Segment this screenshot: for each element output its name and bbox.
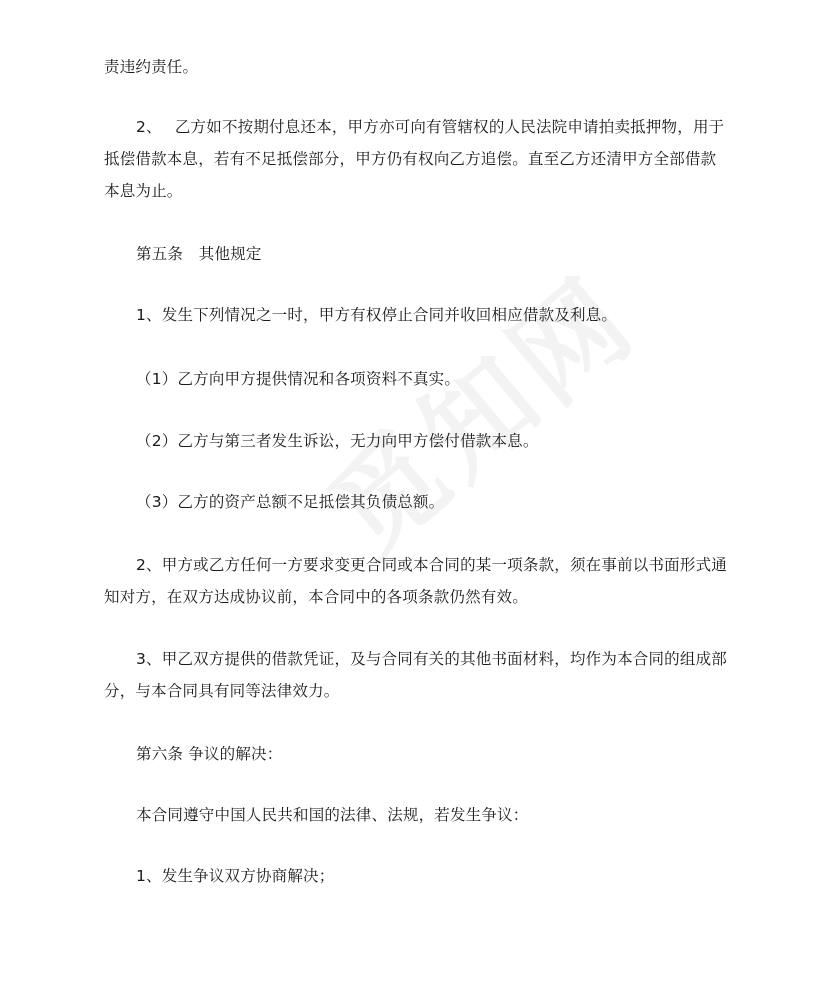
article-6-heading: 第六条 争议的解决： xyxy=(136,745,283,763)
watermark xyxy=(291,235,664,584)
text-line-art6-intro: 本合同遵守中国人民共和国的法律、法规，若发生争议： xyxy=(136,806,529,824)
text-line-art5-item-3-end: 分，与本合同具有同等法律效力。 xyxy=(104,682,340,700)
text-line-clause-2-end: 本息为止。 xyxy=(104,182,183,200)
text-line-art5-sub-2: （2）乙方与第三者发生诉讼，无力向甲方偿付借款本息。 xyxy=(136,432,539,450)
text-line-art5-item-2-start: 2、甲方或乙方任何一方要求变更合同或本合同的某一项条款，须在事前以书面形式通 xyxy=(136,556,727,574)
text-line-clause-2-start: 2、 乙方如不按期付息还本，甲方亦可向有管辖权的人民法院申请拍卖抵押物，用于 xyxy=(136,118,725,136)
text-line-violation-end: 责违约责任。 xyxy=(104,58,199,76)
text-line-art5-item-1: 1、发生下列情况之一时，甲方有权停止合同并收回相应借款及利息。 xyxy=(136,306,618,324)
text-line-art6-item-1: 1、发生争议双方协商解决； xyxy=(136,867,335,885)
text-line-art5-item-3-start: 3、甲乙双方提供的借款凭证，及与合同有关的其他书面材料，均作为本合同的组成部 xyxy=(136,650,727,668)
text-line-art5-sub-3: （3）乙方的资产总额不足抵偿其负债总额。 xyxy=(136,493,445,511)
text-line-art5-item-2-end: 知对方，在双方达成协议前，本合同中的各项条款仍然有效。 xyxy=(104,588,528,606)
text-line-clause-2-middle: 抵偿借款本息，若有不足抵偿部分，甲方仍有权向乙方追偿。直至乙方还清甲方全部借款 xyxy=(104,150,717,168)
text-line-art5-sub-1: （1）乙方向甲方提供情况和各项资料不真实。 xyxy=(136,370,461,388)
article-5-heading: 第五条 其他规定 xyxy=(136,245,262,263)
